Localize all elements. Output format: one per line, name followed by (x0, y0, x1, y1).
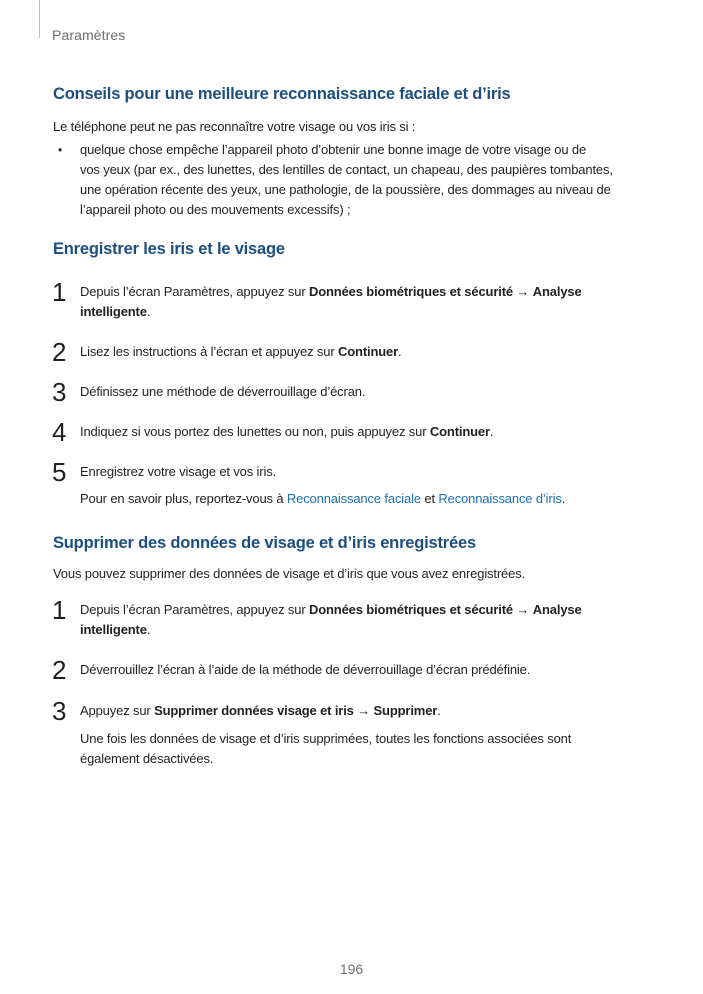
step-number: 5 (52, 457, 67, 487)
step-number: 1 (52, 595, 67, 625)
delete-step-2: Déverrouillez l’écran à l’aide de la méthode de déverrouillage d’écran prédéfinie. (80, 662, 531, 677)
link-face-recognition[interactable]: Reconnaissance faciale (286, 491, 421, 506)
step-number: 3 (52, 377, 67, 407)
register-note: Pour en savoir plus, reportez-vous à Reconnaissance faciale et Reconnaissance d’iris. (80, 491, 566, 506)
header-title: Paramètres (52, 27, 126, 43)
header-rule (39, 0, 40, 38)
tips-intro: Le téléphone peut ne pas reconnaître votre visage ou vos iris si : (53, 119, 416, 134)
register-step-1: Depuis l’écran Paramètres, appuyez sur Données biométriques et sécurité → Analyse intelligente. (80, 284, 582, 319)
step-number: 3 (52, 696, 67, 726)
delete-step-3: Appuyez sur Supprimer données visage et iris → Supprimer. (80, 703, 441, 718)
register-step-5: Enregistrez votre visage et vos iris. (80, 464, 277, 479)
register-step-4: Indiquez si vous portez des lunettes ou non, puis appuyez sur Continuer. (80, 424, 494, 439)
delete-note: Une fois les données de visage et d’iris supprimées, toutes les fonctions associées sont également désactivées. (80, 731, 572, 766)
step-number: 4 (52, 417, 67, 447)
delete-intro: Vous pouvez supprimer des données de visage et d’iris que vous avez enregistrées. (53, 566, 526, 581)
step-number: 2 (52, 655, 67, 685)
step-number: 2 (52, 337, 67, 367)
page-number: 196 (339, 961, 364, 977)
register-step-2: Lisez les instructions à l’écran et appuyez sur Continuer. (80, 344, 402, 359)
register-step-3: Définissez une méthode de déverrouillage d’écran. (80, 384, 366, 399)
section-title-register: Enregistrer les iris et le visage (53, 240, 285, 258)
step-number: 1 (52, 277, 67, 307)
section-title-delete: Supprimer des données de visage et d’iris enregistrées (53, 534, 476, 552)
section-title-tips: Conseils pour une meilleure reconnaissance faciale et d’iris (53, 85, 511, 103)
delete-step-1: Depuis l’écran Paramètres, appuyez sur Données biométriques et sécurité → Analyse intelligente. (80, 602, 582, 637)
tips-bullet-text: quelque chose empêche l’appareil photo d’obtenir une bonne image de votre visage ou de vos yeux (par ex., des lunettes, des lentilles de contact, un chapeau, des paupières tombantes, une opération récente des yeux, une pathologie, de la poussière, des dommages au niveau de l’appareil photo ou des mouvements excessifs) ; (80, 142, 613, 217)
bullet-icon: • (58, 143, 63, 157)
link-iris-recognition[interactable]: Reconnaissance d’iris (438, 491, 562, 506)
